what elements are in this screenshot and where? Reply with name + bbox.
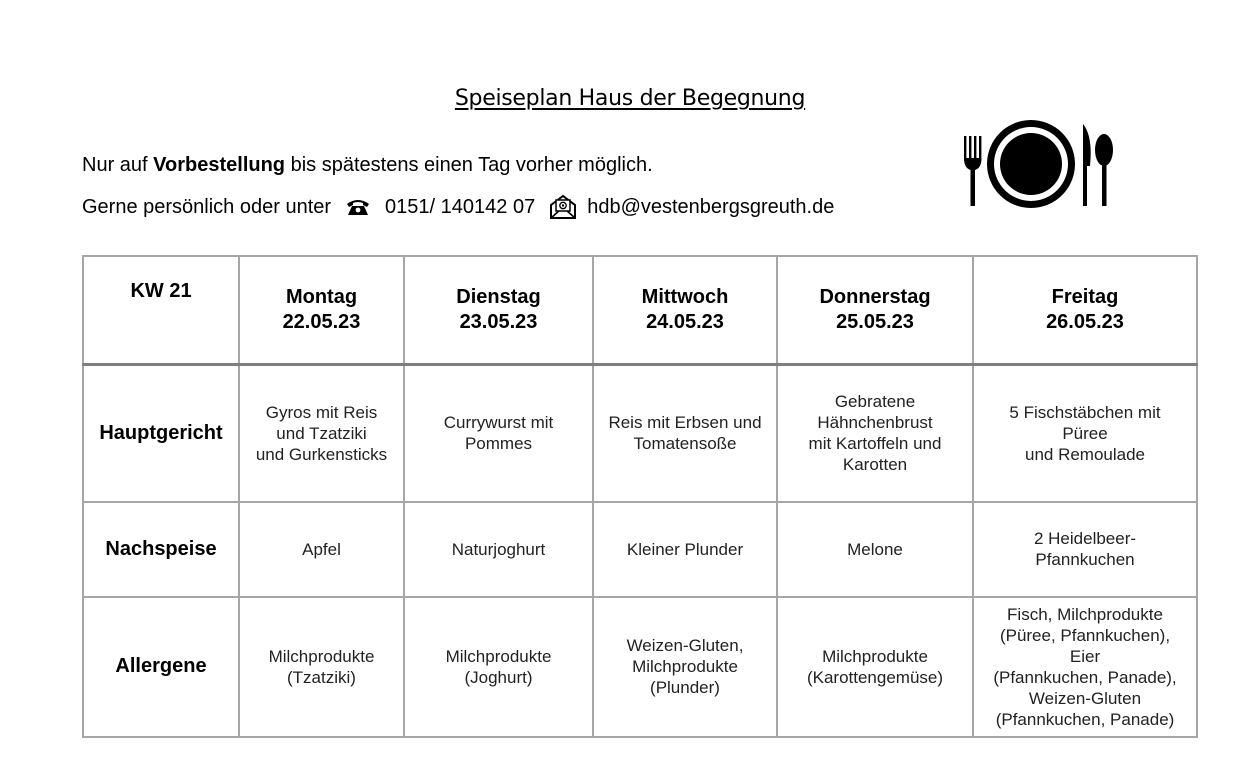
day-header-wednesday — [593, 256, 777, 365]
preorder-note-post: bis spätestens einen Tag vorher möglich. — [285, 154, 653, 176]
menu-table — [82, 255, 1198, 738]
day-date: 25.05.23 — [836, 311, 914, 333]
table-cell: Milchprodukte (Karottengemüse) — [777, 597, 973, 737]
row-label-dessert: Nachspeise — [83, 502, 239, 597]
page-title: Speiseplan Haus der Begegnung — [454, 86, 806, 111]
day-name: Mittwoch — [641, 286, 729, 308]
email-address[interactable]: hdb@vestenbergsgreuth.de — [587, 195, 835, 218]
day-name: Montag — [285, 286, 358, 308]
row-label-allergens: Allergene — [83, 597, 239, 737]
day-name: Freitag — [1051, 286, 1119, 308]
contact-intro: Gerne persönlich oder unter — [82, 195, 332, 218]
day-name: Donnerstag — [819, 286, 931, 308]
day-date: 23.05.23 — [459, 311, 538, 333]
day-header-thursday — [777, 256, 973, 365]
telephone-icon — [345, 197, 371, 217]
table-cell: Currywurst mit Pommes — [404, 365, 593, 502]
day-date: 24.05.23 — [646, 311, 724, 333]
table-cell: 5 Fischstäbchen mit Püree und Remoulade — [973, 365, 1197, 502]
allergens-row — [83, 597, 1197, 737]
day-date: 22.05.23 — [282, 311, 361, 333]
table-cell: Milchprodukte (Joghurt) — [404, 597, 593, 737]
day-date: 26.05.23 — [1046, 311, 1124, 333]
table-cell: Gyros mit Reis und Tzatziki und Gurkensticks — [239, 365, 404, 502]
plate-cutlery-icon — [962, 118, 1120, 210]
table-cell: Gebratene Hähnchenbrust mit Kartoffeln und Karotten — [777, 365, 973, 502]
table-cell: Weizen-Gluten, Milchprodukte (Plunder) — [593, 597, 777, 737]
preorder-note-bold: Vorbestellung — [153, 154, 286, 176]
dessert-row — [83, 502, 1197, 597]
table-cell: Apfel — [239, 502, 404, 597]
table-cell: Reis mit Erbsen und Tomatensoße — [593, 365, 777, 502]
day-header-tuesday — [404, 256, 593, 365]
contact-line — [82, 194, 834, 220]
table-cell: Fisch, Milchprodukte (Püree, Pfannkuchen), Eier (Pfannkuchen, Panade), Weizen-Gluten (Pfannkuchen, Panade) — [973, 597, 1197, 737]
row-label-main-course: Hauptgericht — [83, 365, 239, 502]
header-row — [83, 256, 1197, 365]
day-header-monday — [239, 256, 404, 365]
day-name: Dienstag — [456, 286, 541, 308]
week-label-text: KW 21 — [130, 280, 192, 302]
preorder-note — [82, 154, 653, 177]
phone-number: 0151/ 140142 07 — [385, 195, 536, 218]
table-cell: Naturjoghurt — [404, 502, 593, 597]
week-label — [83, 256, 239, 365]
table-cell: Kleiner Plunder — [593, 502, 777, 597]
table-cell: 2 Heidelbeer- Pfannkuchen — [973, 502, 1197, 597]
table-cell: Melone — [777, 502, 973, 597]
main-course-row — [83, 365, 1197, 502]
table-cell: Milchprodukte (Tzatziki) — [239, 597, 404, 737]
envelope-icon — [549, 194, 577, 220]
preorder-note-pre: Nur auf — [82, 154, 154, 176]
day-header-friday — [973, 256, 1197, 365]
